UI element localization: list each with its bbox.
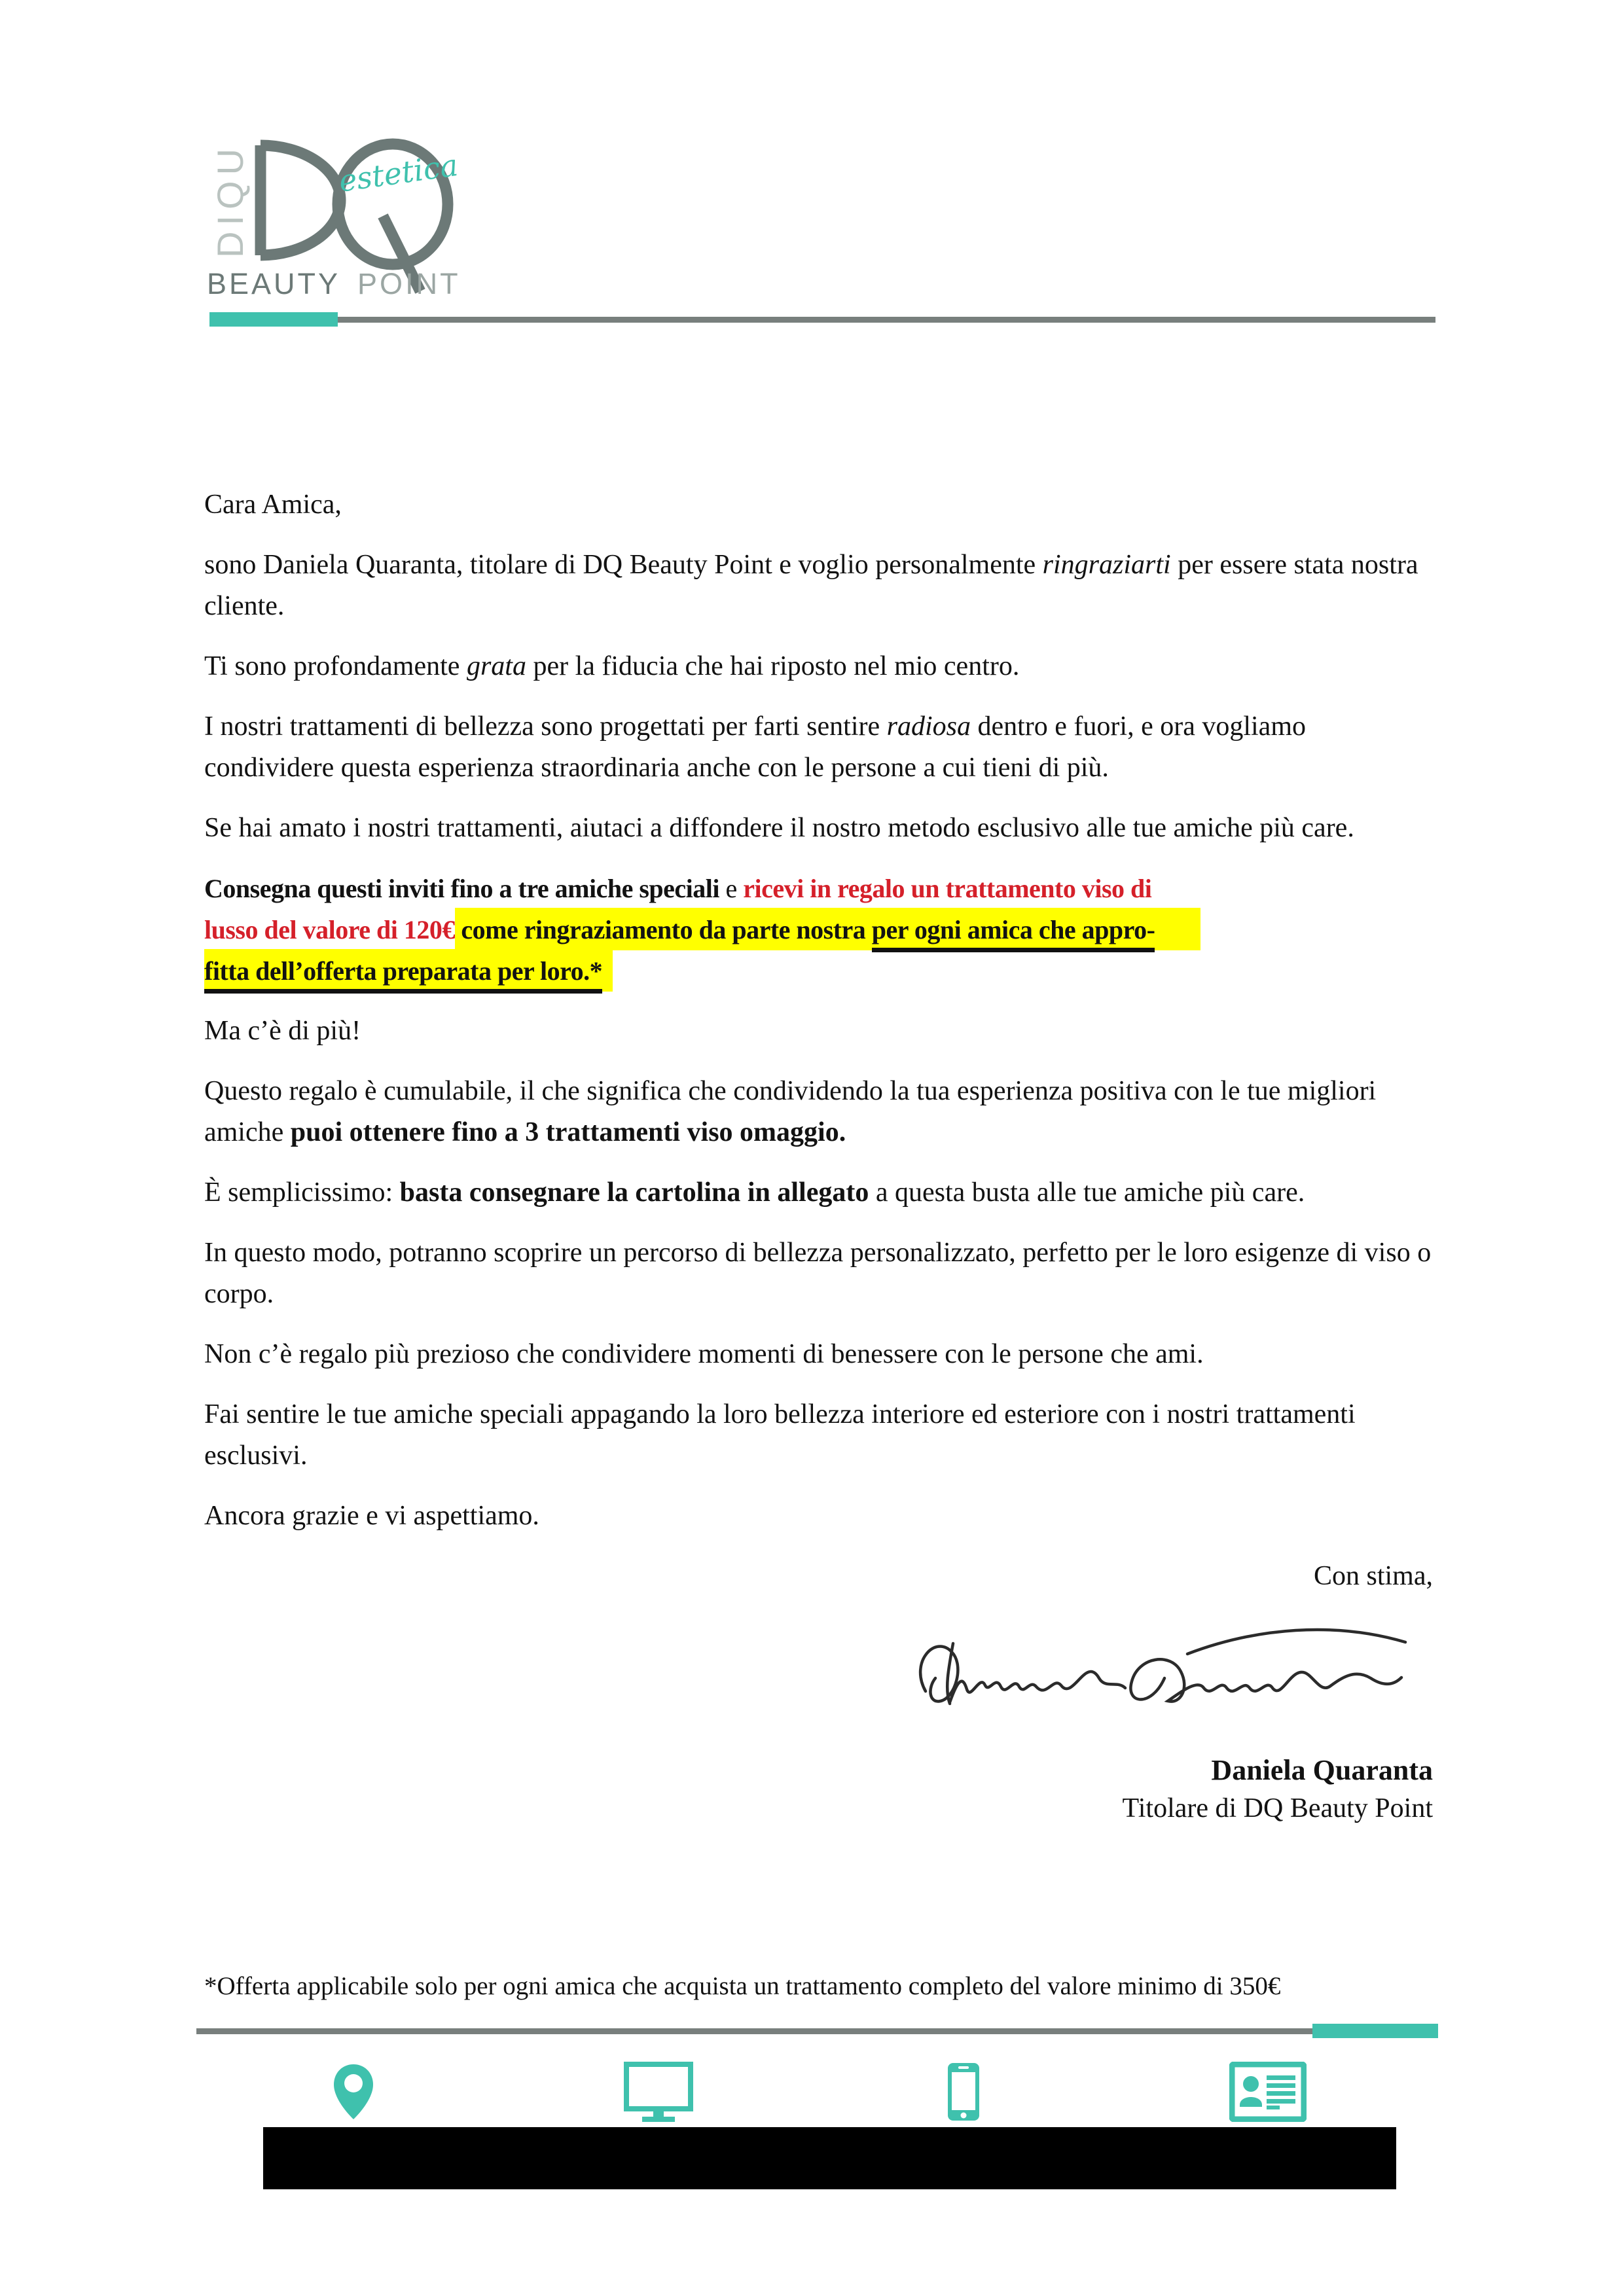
- closing: Con stima,: [1313, 1561, 1433, 1591]
- paragraph-radiosa: I nostri trattamenti di bellezza sono progettati per farti sentire radiosa dentro e fuori, e ora vogliamo condividere questa esperienza straordinaria anche con le persone a cui tieni di più.: [204, 711, 1306, 783]
- top-divider-teal-segment: [209, 312, 338, 327]
- logo-wordmark: [207, 267, 461, 301]
- logo-script-text: estetica: [336, 147, 460, 199]
- paragraph-grata: Ti sono profondamente grata per la fiducia che hai riposto nel mio centro.: [204, 651, 1020, 681]
- signer-title: Titolare di DQ Beauty Point: [1122, 1793, 1433, 1823]
- logo-vertical-text: DIQU: [209, 143, 251, 258]
- bold-3-trattamenti: puoi ottenere fino a 3 trattamenti viso omaggio.: [290, 1117, 846, 1147]
- signer-name: Daniela Quaranta: [1211, 1754, 1433, 1786]
- offer-red-text: ricevi in regalo un trattamento viso di: [743, 874, 1152, 903]
- offer-underlined-text: per ogni amica che appro-: [872, 915, 1155, 952]
- contact-card-icon: [1229, 2062, 1307, 2125]
- location-pin-icon: [333, 2063, 374, 2124]
- offer-paragraph: [204, 868, 1433, 992]
- offer-line-3: [204, 949, 613, 992]
- monitor-icon: [624, 2062, 693, 2125]
- italic-ringraziarti: ringraziarti: [1042, 550, 1171, 580]
- bottom-divider-teal-segment: [1312, 2024, 1438, 2038]
- paragraph-intro: sono Daniela Quaranta, titolare di DQ Beauty Point e voglio personalmente ringraziarti per essere stata nostra cliente.: [204, 550, 1418, 621]
- offer-highlight-2: [204, 949, 613, 992]
- paragraph-fai-sentire: Fai sentire le tue amiche speciali appagando la loro bellezza interiore ed esteriore con i nostri trattamenti esclusivi.: [204, 1399, 1356, 1471]
- top-divider-gray-line: [338, 317, 1435, 323]
- logo-wordmark-point: POINT: [357, 267, 461, 300]
- offer-underlined-text-2: fitta dell’offerta preparata per loro.*: [204, 956, 602, 994]
- bold-cartolina: basta consegnare la cartolina in allegato: [399, 1177, 869, 1208]
- offer-red-value: lusso del valore di 120€: [204, 915, 455, 944]
- italic-grata: grata: [466, 651, 526, 681]
- paragraph-cumulabile: Questo regalo è cumulabile, il che significa che condividendo la tua esperienza positiva con le tue migliori amiche puoi ottenere fino a 3 trattamenti viso omaggio.: [204, 1076, 1377, 1147]
- paragraph-percorso: In questo modo, potranno scoprire un percorso di bellezza personalizzato, perfetto per le loro esigenze di viso o corpo.: [204, 1238, 1432, 1309]
- handwritten-signature: [890, 1616, 1433, 1727]
- footnote: *Offerta applicabile solo per ogni amica che acquista un trattamento completo del valore minimo di 350€: [204, 1972, 1281, 2000]
- offer-line-1: Consegna questi inviti fino a tre amiche speciali e ricevi in regalo un trattamento viso di: [204, 874, 1152, 903]
- paragraph-semplicissimo: È semplicissimo: basta consegnare la cartolina in allegato a questa busta alle tue amiche più care.: [204, 1177, 1305, 1208]
- smartphone-icon: [947, 2062, 981, 2125]
- paragraph-ma-ce-di-piu: Ma c’è di più!: [204, 1016, 361, 1046]
- offer-line-2: [204, 908, 1200, 950]
- offer-highlight: come ringraziamento da parte nostra per ogni amica che appro-: [455, 908, 1201, 950]
- redacted-contact-bar: [263, 2127, 1396, 2189]
- italic-radiosa: radiosa: [886, 711, 971, 742]
- paragraph-diffondere: Se hai amato i nostri trattamenti, aiutaci a diffondere il nostro metodo esclusivo alle tue amiche più care.: [204, 813, 1354, 843]
- signature-row: [204, 1616, 1433, 1740]
- logo-wordmark-beauty: BEAUTY: [207, 267, 341, 300]
- paragraph-regalo-prezioso: Non c’è regalo più prezioso che condividere momenti di benessere con le persone che ami.: [204, 1339, 1204, 1369]
- bottom-divider-gray-line: [196, 2028, 1313, 2034]
- letter-body: [204, 484, 1433, 1827]
- paragraph-grazie: Ancora grazie e vi aspettiamo.: [204, 1501, 539, 1531]
- salutation: Cara Amica,: [204, 490, 342, 520]
